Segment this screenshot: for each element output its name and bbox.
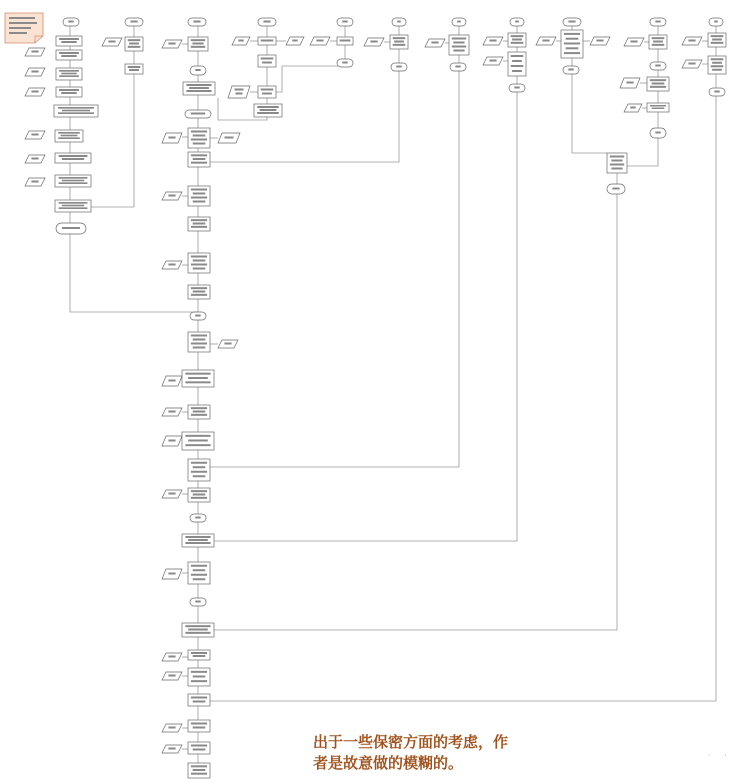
- process-box: [508, 33, 526, 47]
- process-box: [56, 87, 82, 97]
- connector: [214, 92, 517, 541]
- process-box: [188, 720, 210, 732]
- process-box: [182, 534, 214, 547]
- data-input: [162, 408, 182, 416]
- process-box: [188, 152, 210, 167]
- data-input: [162, 192, 182, 200]
- data-input: [25, 131, 45, 139]
- process-box: [188, 694, 210, 706]
- process-box: [55, 153, 91, 163]
- blur-notice-caption: [313, 732, 543, 774]
- process-box: [54, 105, 98, 117]
- process-box: [188, 253, 210, 273]
- process-box: [182, 432, 214, 450]
- terminator: [188, 18, 206, 26]
- data-input: [25, 88, 45, 96]
- caption-line-1: 出于一些保密方面的考虑，作: [313, 733, 509, 751]
- process-box: [607, 153, 627, 173]
- process-box: [188, 128, 210, 148]
- connector: [88, 74, 134, 207]
- process-box: [182, 370, 214, 387]
- terminator: [650, 128, 666, 138]
- process-box: [390, 35, 408, 49]
- process-box: [561, 30, 583, 58]
- terminator: [190, 514, 206, 522]
- data-input: [25, 155, 45, 163]
- data-input: [483, 37, 503, 45]
- process-box: [188, 668, 210, 686]
- process-box: [188, 285, 210, 299]
- process-box: [55, 130, 83, 142]
- data-input: [162, 376, 182, 386]
- process-box: [188, 186, 210, 206]
- data-input: [232, 37, 250, 45]
- process-box: [56, 36, 82, 46]
- process-box: [188, 763, 210, 778]
- connector: [210, 71, 459, 467]
- connector: [210, 71, 399, 162]
- data-input: [425, 39, 445, 47]
- terminator: [56, 223, 86, 234]
- process-box: [182, 623, 214, 637]
- terminator: [709, 18, 723, 26]
- data-input: [624, 104, 642, 112]
- connector: [210, 96, 716, 701]
- process-box: [708, 33, 726, 47]
- terminator: [452, 18, 466, 26]
- process-box: [258, 55, 276, 67]
- process-box: [125, 64, 143, 74]
- data-input: [162, 261, 182, 269]
- data-input: [286, 37, 304, 45]
- terminator: [190, 312, 206, 320]
- process-box: [188, 405, 210, 419]
- data-input: [218, 340, 238, 348]
- process-box: [708, 56, 726, 74]
- data-input: [25, 178, 45, 186]
- connector: [626, 138, 658, 166]
- terminator: [63, 18, 79, 26]
- data-input: [162, 40, 182, 48]
- process-box: [56, 50, 82, 60]
- process-box: [258, 86, 276, 98]
- data-input: [310, 37, 330, 45]
- data-input: [364, 38, 384, 46]
- data-input: [536, 37, 556, 45]
- terminator: [509, 84, 525, 92]
- data-input: [162, 653, 182, 661]
- process-box: [647, 103, 669, 112]
- terminator: [337, 18, 353, 26]
- process-box: [55, 175, 91, 187]
- process-box: [188, 459, 210, 481]
- terminator: [450, 63, 466, 71]
- process-box: [56, 68, 82, 80]
- connector: [210, 194, 617, 630]
- data-input: [590, 37, 610, 45]
- process-box: [183, 82, 215, 95]
- data-input: [162, 436, 182, 446]
- terminator: [510, 18, 524, 26]
- data-input: [102, 38, 122, 46]
- terminator: [650, 18, 666, 26]
- data-input: [25, 48, 45, 56]
- terminator: [185, 110, 211, 118]
- data-input: [25, 68, 45, 76]
- data-input: [218, 133, 240, 143]
- data-input: [483, 57, 503, 65]
- data-input: [162, 569, 182, 579]
- terminator: [258, 18, 276, 26]
- process-box: [55, 200, 91, 212]
- data-input: [162, 724, 182, 732]
- terminator: [190, 598, 206, 606]
- process-box: [449, 35, 469, 55]
- data-input: [682, 37, 702, 45]
- process-box: [649, 35, 667, 49]
- flowchart-nodes: [25, 18, 726, 778]
- caption-line-2: 者是故意做的模糊的。: [313, 754, 464, 772]
- data-input: [162, 133, 182, 143]
- corner-dots: · ·: [708, 752, 733, 759]
- data-input: [682, 60, 702, 68]
- data-input: [162, 490, 182, 498]
- folded-note-icon: [4, 12, 44, 44]
- data-input: [228, 86, 250, 98]
- process-box: [188, 562, 210, 584]
- terminator: [392, 18, 406, 26]
- process-box: [188, 488, 210, 502]
- terminator: [125, 18, 143, 26]
- terminator: [391, 63, 407, 71]
- process-box: [188, 650, 210, 660]
- connector: [70, 234, 197, 312]
- terminator: [650, 62, 666, 70]
- connector: [572, 74, 607, 153]
- data-input: [162, 672, 182, 680]
- process-box: [188, 332, 210, 352]
- process-box: [258, 37, 276, 45]
- process-box: [188, 37, 208, 51]
- process-box: [647, 77, 669, 91]
- process-box: [188, 742, 210, 754]
- terminator: [190, 66, 206, 75]
- data-input: [620, 78, 640, 88]
- process-box: [254, 104, 282, 117]
- process-box: [125, 37, 143, 51]
- terminator: [709, 88, 725, 96]
- terminator: [337, 59, 353, 67]
- process-box: [508, 52, 526, 76]
- data-input: [624, 38, 644, 46]
- process-box: [337, 37, 353, 45]
- connector: [276, 66, 344, 92]
- terminator: [607, 184, 625, 194]
- terminator: [563, 66, 579, 74]
- terminator: [563, 18, 581, 26]
- process-box: [188, 217, 210, 231]
- data-input: [162, 745, 182, 753]
